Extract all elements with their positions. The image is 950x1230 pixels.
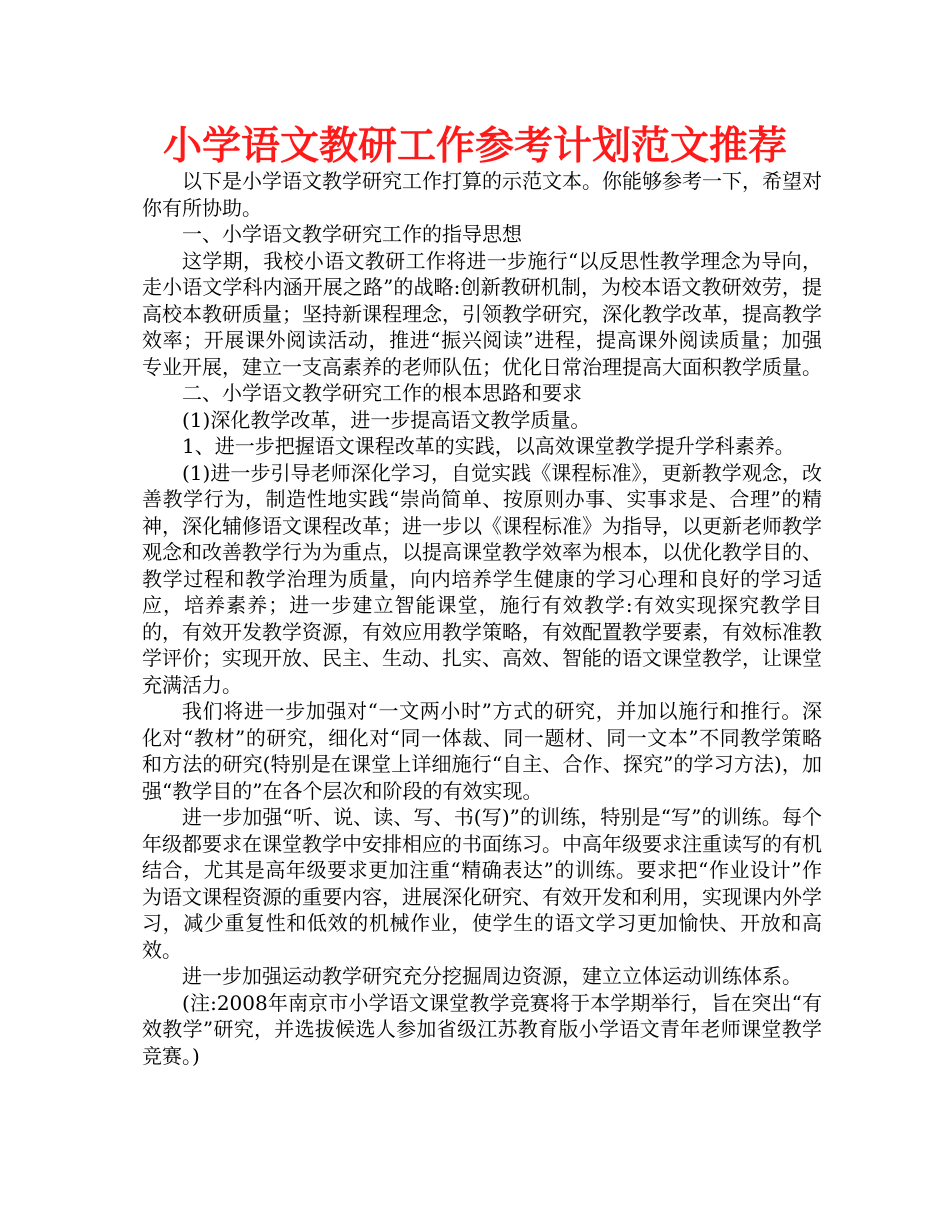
body-paragraph: 这学期，我校小语文教研工作将进一步施行“以反思性教学理念为导向，走小语文学科内涵开展之路”的战略:创新教研机制，为校本语文教研效劳，提高校本教研质量；坚持新课程理念，引领教学研究，深化教学改革，提高教学效率；开展课外阅读活动，推进“振兴阅读”进程，提高课外阅读质量；加强专业开展，建立一支高素养的老师队伍；优化日常治理提高大面积教学质量。: [142, 248, 822, 379]
intro-paragraph: 以下是小学语文教学研究工作打算的示范文本。你能够参考一下，希望对你有所协助。: [142, 169, 822, 220]
body-paragraph: 我们将进一步加强对“一文两小时”方式的研究，并加以施行和推行。深化对“教材”的研究，细化对“同一体裁、同一题材、同一文本”不同教学策略和方法的研究(特别是在课堂上详细施行“自主、合作、探究”的学习方法)，加强“教学目的”在各个层次和阶段的有效实现。: [142, 699, 822, 803]
subsection-heading: (1)深化教学改革，进一步提高语文教学质量。: [182, 407, 591, 432]
list-item-heading: 1、进一步把握语文课程改革的实践，以高效课堂教学提升学科素养。: [182, 434, 795, 458]
document-body: [142, 168, 822, 1069]
section-heading-basic-ideas: 二、小学语文教学研究工作的根本思路和要求: [182, 381, 582, 405]
body-paragraph: 进一步加强运动教学研究充分挖掘周边资源，建立立体运动训练体系。: [182, 964, 802, 988]
section-heading-guiding-ideology: 一、小学语文教学研究工作的指导思想: [182, 222, 522, 246]
document-title: 小学语文教研工作参考计划范文推荐: [162, 123, 787, 169]
body-paragraph: 进一步加强“听、说、读、写、书(写)”的训练，特别是“写”的训练。每个年级都要求在课堂教学中安排相应的书面练习。中高年级要求注重读写的有机结合，尤其是高年级要求更加注重“精确表达”的训练。要求把“作业设计”作为语文课程资源的重要内容，进展深化研究、有效开发和利用，实现课内外学习，减少重复性和低效的机械作业，使学生的语文学习更加愉快、开放和高效。: [142, 805, 822, 962]
note-paragraph: (注:2008年南京市小学语文课堂教学竞赛将于本学期举行，旨在突出“有效教学”研究，并选拔候选人参加省级江苏教育版小学语文青年老师课堂教学竞赛。): [142, 990, 822, 1068]
body-paragraph: (1)进一步引导老师深化学习，自觉实践《课程标准》，更新教学观念，改善教学行为，制造性地实践“崇尚简单、按原则办事、实事求是、合理”的精神，深化辅修语文课程改革；进一步以《课程标准》为指导，以更新老师教学观念和改善教学行为为重点，以提高课堂教学效率为根本，以优化教学目的、教学过程和教学治理为质量，向内培养学生健康的学习心理和良好的学习适应，培养素养；进一步建立智能课堂，施行有效教学:有效实现探究教学目的，有效开发教学资源，有效应用教学策略，有效配置教学要素，有效标准教学评价；实现开放、民主、生动、扎实、高效、智能的语文课堂教学，让课堂充满活力。: [142, 460, 822, 697]
